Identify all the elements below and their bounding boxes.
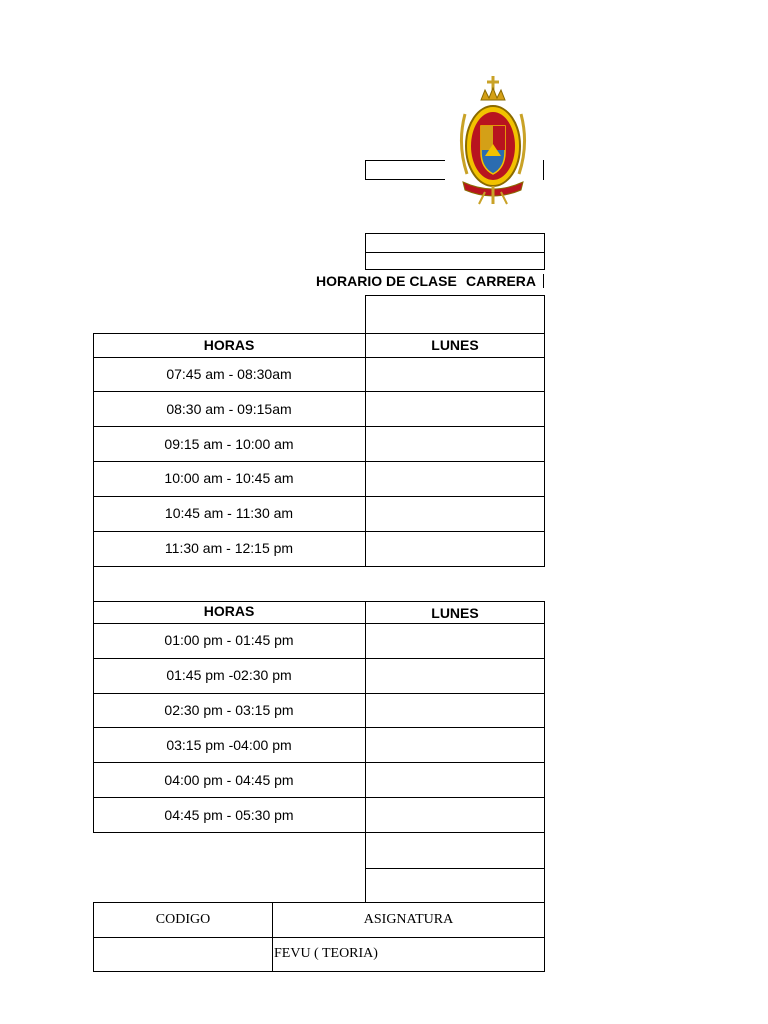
morning-row-line <box>93 496 545 497</box>
afternoon-time-slot: 03:15 pm -04:00 pm <box>166 737 292 753</box>
subjects-header-divider <box>93 937 545 938</box>
afternoon-row-line <box>93 797 545 798</box>
header-info-box-1 <box>365 233 545 253</box>
morning-time-slot: 09:15 am - 10:00 am <box>164 436 294 452</box>
university-coat-of-arms <box>455 74 531 206</box>
afternoon-time-slot: 02:30 pm - 03:15 pm <box>164 702 294 718</box>
afternoon-row-line <box>93 693 545 694</box>
morning-time-slot: 08:30 am - 09:15am <box>166 401 292 417</box>
afternoon-row-line <box>93 658 545 659</box>
morning-time-slot: 07:45 am - 08:30am <box>166 366 292 382</box>
morning-row-line <box>93 391 545 392</box>
codigo-header: CODIGO <box>155 912 211 927</box>
afternoon-time-slot: 04:45 pm - 05:30 pm <box>164 807 294 823</box>
morning-horas-header: HORAS <box>203 337 255 353</box>
carrera-edge <box>543 274 545 288</box>
asignatura-header: ASIGNATURA <box>363 912 454 927</box>
lunch-break-row <box>93 566 94 602</box>
afternoon-lunes-header: LUNES <box>431 605 479 621</box>
afternoon-horas-header: HORAS <box>203 603 255 619</box>
afternoon-row-line <box>93 727 545 728</box>
afternoon-row-line <box>93 762 545 763</box>
morning-header-divider <box>93 357 545 358</box>
morning-time-slot: 10:45 am - 11:30 am <box>164 505 294 521</box>
subject-name-cell: FEVU ( TEORIA) <box>274 946 378 961</box>
header-field-box <box>365 160 445 180</box>
morning-row-line <box>93 461 545 462</box>
afternoon-time-slot: 01:00 pm - 01:45 pm <box>164 632 294 648</box>
morning-lunes-header: LUNES <box>431 337 479 353</box>
afternoon-header-divider <box>93 623 545 624</box>
header-info-box-3 <box>365 295 545 334</box>
afternoon-column-divider <box>365 601 366 833</box>
header-info-box-2 <box>365 252 545 270</box>
morning-time-slot: 10:00 am - 10:45 am <box>164 470 294 486</box>
afternoon-time-slot: 04:00 pm - 04:45 pm <box>164 772 294 788</box>
header-field-edge <box>543 160 545 180</box>
morning-time-slot: 11:30 am - 12:15 pm <box>164 540 294 556</box>
afternoon-time-slot: 01:45 pm -02:30 pm <box>166 667 292 683</box>
morning-row-line <box>93 531 545 532</box>
footer-info-box-2 <box>365 868 545 903</box>
footer-info-box-1 <box>365 832 545 869</box>
carrera-label: CARRERA <box>466 273 536 289</box>
morning-row-line <box>93 426 545 427</box>
schedule-title: HORARIO DE CLASE <box>316 273 457 289</box>
